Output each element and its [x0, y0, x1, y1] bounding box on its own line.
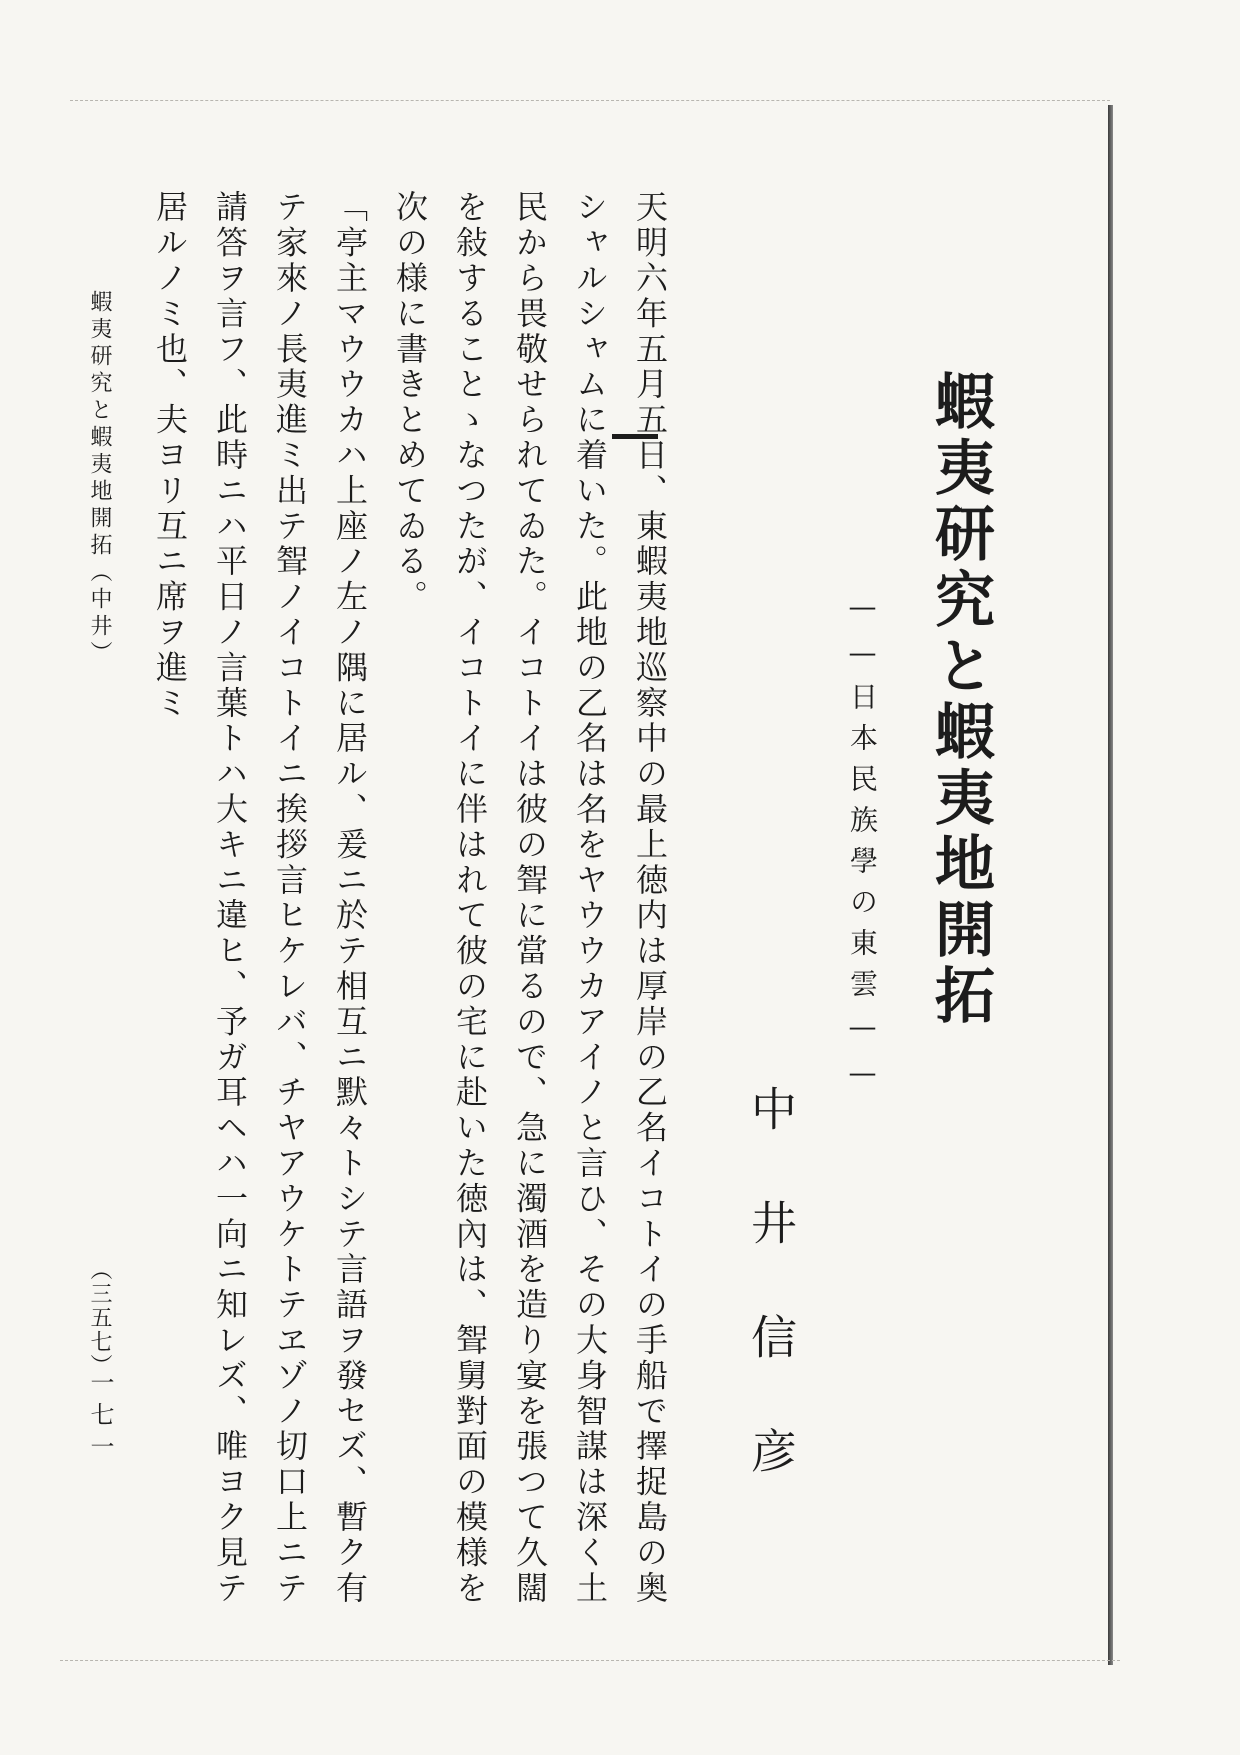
bottom-rule: [60, 1660, 1120, 1661]
paragraph-2: 「亭主マウウカハ上座ノ左ノ隅に居ル、爰ニ於テ相互ニ默々トシテ言語ヲ發セズ、暫ク有テ家來ノ長夷進ミ出テ聟ノイコトイニ挨拶言ヒケレバ、チヤアウケトテヱゾノ切口上ニテ請答ヲ言フ、此時ニハ平日ノ言葉トハ大キニ違ヒ、予ガ耳ヘハ一向ニ知レズ、唯ヨク見テ居ルノミ也、夫ヨリ互ニ席ヲ進ミ: [151, 190, 369, 1606]
top-rule: [70, 100, 1110, 101]
author-name: 中井信彦: [744, 1085, 798, 1541]
running-title: 蝦夷研究と蝦夷地開拓（中井）: [87, 290, 112, 668]
article-title: 蝦夷研究と蝦夷地開拓: [925, 370, 995, 1030]
body-text: [140, 190, 680, 1610]
article-subtitle: ——日本民族學の東雲——: [846, 590, 879, 1102]
page-number: 一七一: [86, 1370, 114, 1466]
page-spine-shadow: [1108, 105, 1113, 1665]
paragraph-1: 天明六年五月五日、東蝦夷地巡察中の最上徳内は厚岸の乙名イコトイの手船で擇捉島の奥シャルシャムに着いた。此地の乙名は名をヤウウカアイノと言ひ、その大身智謀は深く土民から畏敬せられてゐた。イコトイは彼の聟に當るので、急に濁酒を造り宴を張つて久闊を敍することゝなつたが、イコトイに伴はれて彼の宅に赴いた徳內は、聟舅對面の模様を次の様に書きとめてゐる。: [391, 190, 669, 1607]
bracket-page-number: （三五七）: [87, 1258, 112, 1378]
